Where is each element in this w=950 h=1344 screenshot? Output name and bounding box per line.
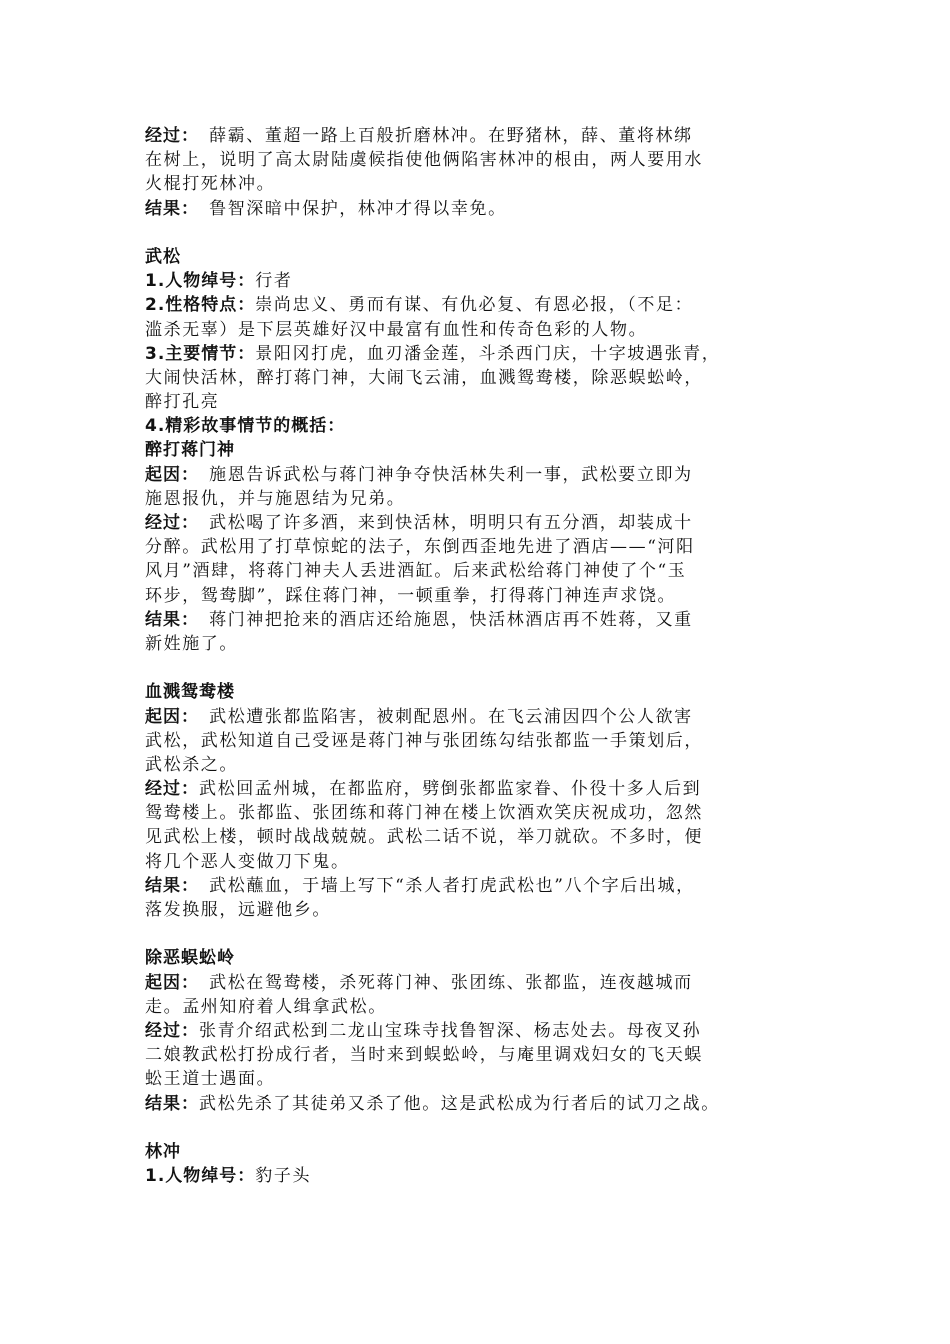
text-line — [145, 632, 815, 656]
line-text: 火棍打死林冲。 — [145, 174, 276, 195]
line-text: 落发换服，远避他乡。 — [145, 900, 331, 920]
text-line — [145, 197, 815, 221]
line-label: 结果： — [145, 609, 191, 630]
text-line — [145, 463, 815, 487]
line-text: 武松喝了许多酒，来到快活林，明明只有五分酒，却装成十 — [190, 513, 693, 533]
line-label: 经过： — [145, 126, 191, 146]
line-text: 武松杀之。 — [145, 754, 238, 775]
text-line — [145, 1019, 815, 1043]
line-text: 武松遭张都监陷害，被刺配恩州。在飞云浦因四个公人欲害 — [190, 706, 693, 727]
section-heading: 除恶蜈蚣岭 — [145, 948, 235, 969]
line-label: 1.人物绰号： — [145, 1166, 256, 1187]
text-line — [145, 777, 815, 801]
text-line — [145, 390, 815, 414]
text-line — [145, 511, 815, 535]
text-line — [145, 946, 815, 970]
line-label: 3.主要情节： — [145, 343, 256, 364]
line-text: 新姓施了。 — [145, 633, 238, 654]
line-text: 见武松上楼，顿时战战兢兢。武松二话不说，举刀就砍。不多时，便 — [145, 827, 703, 848]
line-text: 施恩报仇，并与施恩结为兄弟。 — [145, 488, 406, 509]
text-line — [145, 342, 815, 366]
line-text: 施恩告诉武松与蒋门神争夺快活林失利一事，武松要立即为 — [190, 464, 693, 485]
line-label: 经过： — [145, 1020, 199, 1041]
line-text: 鲁智深暗中保护，林冲才得以幸免。 — [190, 198, 507, 219]
text-line — [145, 245, 815, 269]
text-line — [145, 172, 815, 196]
text-line — [145, 995, 815, 1019]
line-text: 崇尚忠义、勇而有谋、有仇必复、有恩必报，（不足： — [255, 295, 694, 316]
paragraph-gap — [145, 922, 815, 946]
text-line — [145, 584, 815, 608]
text-line — [145, 366, 815, 390]
section-heading: 林冲 — [145, 1141, 181, 1162]
text-line — [145, 559, 815, 583]
line-text: 将几个恶人变做刀下鬼。 — [145, 851, 350, 872]
line-label: 起因： — [145, 706, 191, 727]
section-heading: 武松 — [145, 246, 181, 267]
text-line — [145, 705, 815, 729]
line-text: 在树上，说明了高太尉陆虞候指使他俩陷害林冲的根由，两人要用水 — [145, 150, 703, 171]
line-text: 武松蘸血，于墙上写下“杀人者打虎武松也”八个字后出城， — [190, 875, 695, 896]
line-label: 2.性格特点： — [145, 295, 256, 316]
text-line — [145, 971, 815, 995]
text-line — [145, 1067, 815, 1091]
text-line — [145, 1043, 815, 1067]
document-body — [145, 124, 815, 1188]
line-text: 武松在鸳鸯楼，杀死蒋门神、张团练、张都监，连夜越城而 — [190, 972, 693, 993]
section-heading: 醉打蒋门神 — [145, 440, 235, 461]
line-text: 景阳冈打虎，血刃潘金莲，斗杀西门庆，十字坡遇张青， — [255, 343, 721, 364]
text-line — [145, 680, 815, 704]
section-heading: 4.精彩故事情节的概括： — [145, 416, 346, 437]
line-text: 二娘教武松打扮成行者，当时来到蜈蚣岭，与庵里调戏妇女的飞天蜈 — [145, 1045, 703, 1066]
text-line — [145, 825, 815, 849]
text-line — [145, 753, 815, 777]
text-line — [145, 148, 815, 172]
line-label: 结果： — [145, 875, 191, 896]
line-text: 环步，鸳鸯脚”，踩住蒋门神，一顿重拳，打得蒋门神连声求饶。 — [145, 585, 677, 606]
text-line — [145, 318, 815, 342]
text-line — [145, 1140, 815, 1164]
text-line — [145, 850, 815, 874]
line-label: 1.人物绰号： — [145, 271, 256, 292]
line-text: 分醉。武松用了打草惊蛇的法子，东倒西歪地先进了酒店——“河阳 — [145, 537, 695, 558]
line-text: 武松，武松知道自己受诬是蒋门神与张团练勾结张都监一手策划后， — [145, 730, 703, 751]
paragraph-gap — [145, 1116, 815, 1140]
text-line — [145, 487, 815, 511]
line-text: 武松先杀了其徒弟又杀了他。这是武松成为行者后的试刀之战。 — [199, 1093, 720, 1114]
paragraph-gap — [145, 221, 815, 245]
text-line — [145, 729, 815, 753]
line-text: 滥杀无辜）是下层英雄好汉中最富有血性和传奇色彩的人物。 — [145, 319, 648, 340]
text-line — [145, 124, 815, 148]
line-label: 结果： — [145, 1093, 199, 1114]
text-line — [145, 801, 815, 825]
line-text: 大闹快活林，醉打蒋门神，大闹飞云浦，血溅鸳鸯楼，除恶蜈蚣岭， — [145, 367, 703, 388]
text-line — [145, 293, 815, 317]
text-line — [145, 535, 815, 559]
text-line — [145, 1092, 815, 1116]
line-label: 起因： — [145, 972, 191, 993]
line-text: 豹子头 — [255, 1166, 312, 1187]
text-line — [145, 414, 815, 438]
line-text: 武松回孟州城，在都监府，劈倒张都监家眷、仆役十多人后到 — [199, 779, 702, 800]
line-text: 走。孟州知府着人缉拿武松。 — [145, 996, 387, 1017]
line-text: 风月”酒肆，将蒋门神夫人丢进酒缸。后来武松给蒋门神使了个“玉 — [145, 561, 687, 582]
line-text: 张青介绍武松到二龙山宝珠寺找鲁智深、杨志处去。母夜叉孙 — [199, 1020, 702, 1041]
line-text: 醉打孔亮 — [145, 392, 220, 413]
text-line — [145, 1164, 815, 1188]
line-text: 鸳鸯楼上。张都监、张团练和蒋门神在楼上饮酒欢笑庆祝成功，忽然 — [145, 803, 703, 824]
text-line — [145, 269, 815, 293]
line-label: 结果： — [145, 198, 191, 219]
line-label: 起因： — [145, 464, 191, 485]
text-line — [145, 608, 815, 632]
line-label: 经过： — [145, 513, 191, 533]
section-heading: 血溅鸳鸯楼 — [145, 682, 235, 703]
line-label: 经过： — [145, 779, 199, 800]
text-line — [145, 874, 815, 898]
line-text: 行者 — [255, 271, 293, 292]
text-line — [145, 438, 815, 462]
paragraph-gap — [145, 656, 815, 680]
text-line — [145, 898, 815, 922]
line-text: 薛霸、董超一路上百般折磨林冲。在野猪林，薛、董将林绑 — [190, 126, 693, 146]
line-text: 蒋门神把抢来的酒店还给施恩，快活林酒店再不姓蒋，又重 — [190, 609, 693, 630]
line-text: 蚣王道士遇面。 — [145, 1069, 276, 1090]
